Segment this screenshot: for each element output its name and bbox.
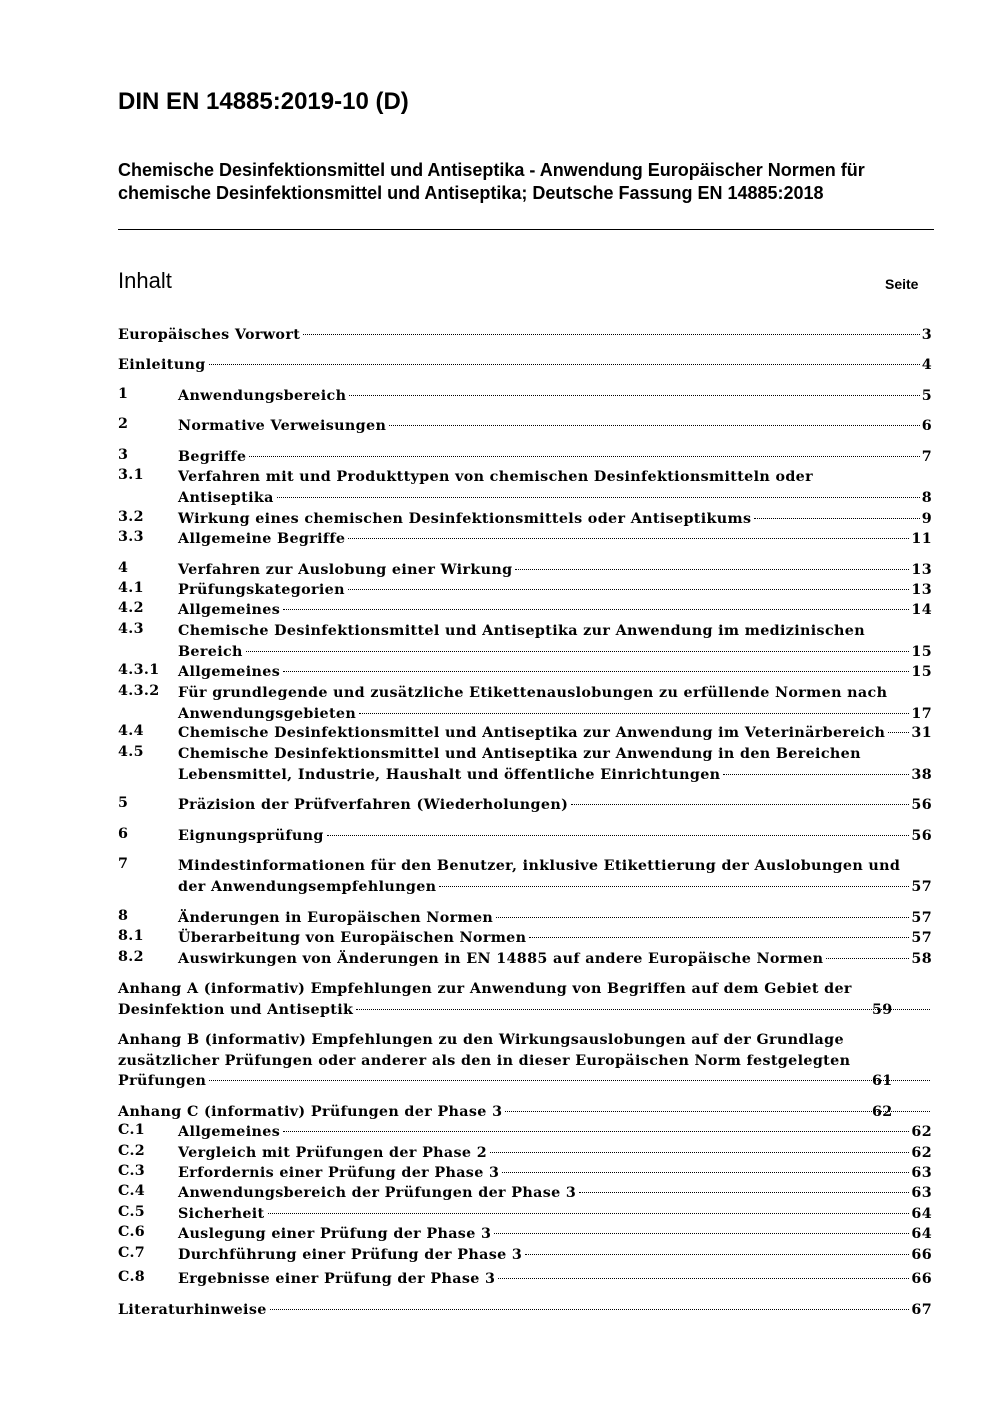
dot-leader: [389, 425, 919, 426]
toc-entry-page: 3: [921, 327, 932, 343]
toc-entry-number: 8.2: [118, 949, 144, 965]
toc-entry[interactable]: [118, 580, 932, 601]
dot-leader: [283, 1131, 909, 1132]
toc-entry-title: Änderungen in Europäischen Normen: [178, 910, 494, 926]
dot-leader: [348, 589, 910, 590]
toc-entry-title: zusätzlicher Prüfungen oder anderer als den in dieser Europäischen Norm festgelegten: [118, 1052, 851, 1069]
toc-entry-page: 5: [921, 388, 932, 404]
toc-entry-number: 7: [118, 856, 129, 872]
dot-leader: [505, 1111, 930, 1112]
toc-entry[interactable]: [118, 600, 932, 621]
toc-entry-number: C.8: [118, 1269, 146, 1285]
toc-entry[interactable]: [118, 949, 932, 970]
dot-leader: [571, 804, 909, 805]
toc-entry[interactable]: [118, 795, 932, 816]
toc-entry[interactable]: [118, 386, 932, 407]
toc-entry-page: 57: [911, 910, 932, 926]
toc-entry[interactable]: [118, 856, 932, 897]
dot-leader: [283, 671, 909, 672]
table-of-contents: [118, 0, 932, 1403]
toc-entry[interactable]: [118, 1122, 932, 1143]
dot-leader: [754, 518, 919, 519]
toc-entry-page: 62: [911, 1145, 932, 1161]
toc-entry-number: 6: [118, 826, 129, 842]
toc-entry[interactable]: [118, 621, 932, 662]
dot-leader: [723, 774, 909, 775]
toc-entry-page: 14: [911, 602, 932, 618]
toc-entry-title: Einleitung: [118, 357, 206, 373]
toc-entry-page: 8: [921, 489, 932, 506]
toc-entry-page: 63: [911, 1185, 932, 1201]
toc-entry-title: Bereich: [178, 643, 243, 660]
toc-entry-title: Präzision der Prüfverfahren (Wiederholungen): [178, 797, 569, 813]
document-subtitle: Chemische Desinfektionsmittel und Antiseptika - Anwendung Europäischer Normen für chemische Desinfektionsmittel und Antiseptika; Deutsche Fassung EN 14885:2018: [118, 160, 865, 203]
toc-entry-title: Lebensmittel, Industrie, Haushalt und öffentliche Einrichtungen: [178, 766, 721, 783]
dot-leader: [826, 958, 909, 959]
dot-leader: [268, 1213, 910, 1214]
dot-leader: [490, 1152, 909, 1153]
toc-entry-page: 31: [911, 725, 932, 741]
toc-entry-title: Auswirkungen von Änderungen in EN 14885 auf andere Europäische Normen: [178, 951, 824, 967]
toc-entry[interactable]: [118, 928, 932, 949]
toc-entry-number: 3.1: [118, 467, 144, 483]
toc-entry-title: Mindestinformationen für den Benutzer, inklusive Etikettierung der Auslobungen und: [178, 858, 901, 874]
toc-entry-title: Anwendungsgebieten: [178, 705, 357, 722]
dot-leader: [888, 732, 909, 733]
toc-entry-page: 66: [911, 1247, 932, 1263]
toc-entry-number: C.3: [118, 1163, 146, 1179]
toc-entry[interactable]: [118, 744, 932, 785]
toc-entry-number: C.7: [118, 1245, 146, 1261]
toc-entry[interactable]: Anhang A (informativ) Empfehlungen zur Anwendung von Begriffen auf dem Gebiet der Desinfektion und Antiseptik 59: [118, 979, 932, 1020]
dot-leader: [277, 497, 920, 498]
toc-entry[interactable]: [118, 723, 932, 744]
toc-entry-number: 1: [118, 386, 129, 402]
toc-entry-title: Prüfungskategorien: [178, 582, 345, 598]
dot-leader: [303, 334, 920, 335]
toc-entry-number: 4: [118, 560, 129, 576]
toc-entry-number: C.6: [118, 1224, 146, 1240]
toc-entry-title: Erfordernis einer Prüfung der Phase 3: [178, 1165, 500, 1181]
toc-heading: Inhalt: [118, 268, 172, 293]
toc-entry-page: 67: [911, 1302, 932, 1318]
toc-entry[interactable]: Anhang B (informativ) Empfehlungen zu den Wirkungsauslobungen auf der Grundlage zusätzlicher Prüfungen oder anderer als den in dieser Europäischen Norm festgelegten Prüfungen 61: [118, 1030, 932, 1092]
toc-entry-page: 11: [911, 531, 932, 547]
toc-entry[interactable]: [118, 467, 932, 508]
toc-entry[interactable]: Anhang C (informativ) Prüfungen der Phase 3 62: [118, 1102, 932, 1123]
toc-entry-title: Durchführung einer Prüfung der Phase 3: [178, 1247, 523, 1263]
toc-entry-page: 7: [921, 449, 932, 465]
toc-entry-title: Eignungsprüfung: [178, 828, 324, 844]
dot-leader: [246, 651, 910, 652]
toc-entry-title: Anwendungsbereich: [178, 388, 347, 404]
toc-entry-page: 4: [921, 357, 932, 373]
toc-entry-title: Prüfungen: [118, 1073, 207, 1089]
toc-entry[interactable]: [118, 1163, 932, 1184]
toc-entry-page: 63: [911, 1165, 932, 1181]
toc-entry-title: Auslegung einer Prüfung der Phase 3: [178, 1226, 492, 1242]
toc-entry-page: 62: [911, 1124, 932, 1140]
toc-entry-number: 3.3: [118, 529, 144, 545]
toc-entry-title: Anhang A (informativ) Empfehlungen zur Anwendung von Begriffen auf dem Gebiet der: [118, 981, 852, 997]
toc-entry-page: 56: [911, 797, 932, 813]
toc-entry-number: 4.5: [118, 744, 144, 760]
toc-entry-title: Chemische Desinfektionsmittel und Antiseptika zur Anwendung im medizinischen: [178, 623, 865, 639]
dot-leader: [348, 538, 909, 539]
toc-entry-page: 13: [911, 582, 932, 598]
toc-entry-title: Allgemeines: [178, 664, 281, 680]
toc-entry[interactable]: [118, 447, 932, 468]
page-column-label: Seite: [885, 276, 919, 292]
toc-entry-number: 2: [118, 416, 129, 432]
toc-entry-title: Chemische Desinfektionsmittel und Antiseptika zur Anwendung im Veterinärbereich: [178, 725, 886, 741]
dot-leader: [209, 1080, 930, 1081]
toc-entry-title: Normative Verweisungen: [178, 418, 387, 434]
toc-entry-page: 38: [911, 766, 932, 783]
toc-entry[interactable]: [118, 1245, 932, 1266]
toc-entry-title: Für grundlegende und zusätzliche Etikettenauslobungen zu erfüllende Normen nach: [178, 685, 888, 701]
toc-entry-title: Anhang C (informativ) Prüfungen der Phase 3: [118, 1104, 503, 1120]
toc-entry-title: Sicherheit: [178, 1206, 265, 1222]
toc-entry-title: Anhang B (informativ) Empfehlungen zu den Wirkungsauslobungen auf der Grundlage: [118, 1032, 844, 1048]
toc-entry[interactable]: [118, 1143, 932, 1164]
toc-entry-number: 4.3.2: [118, 683, 160, 699]
toc-entry[interactable]: [118, 1269, 932, 1290]
dot-leader: [327, 835, 910, 836]
toc-entry-title: Desinfektion und Antiseptik: [118, 1001, 354, 1018]
toc-entry-page: 17: [911, 705, 932, 722]
toc-entry[interactable]: [118, 1183, 932, 1204]
toc-entry-title: Vergleich mit Prüfungen der Phase 2: [178, 1145, 487, 1161]
toc-entry-page: 57: [911, 930, 932, 946]
toc-entry-page: 58: [911, 951, 932, 967]
toc-entry[interactable]: [118, 1300, 932, 1321]
toc-entry-page: 56: [911, 828, 932, 844]
toc-entry-number: C.5: [118, 1204, 146, 1220]
toc-entry-page: 64: [911, 1206, 932, 1222]
toc-entry-page: 13: [911, 562, 932, 578]
toc-entry-title: Antiseptika: [178, 489, 274, 506]
toc-entry-number: 4.1: [118, 580, 144, 596]
toc-entry-title: Anwendungsbereich der Prüfungen der Phase 3: [178, 1185, 577, 1201]
toc-entry-page: 57: [911, 878, 932, 895]
dot-leader: [249, 456, 919, 457]
dot-leader: [270, 1309, 910, 1310]
toc-entry-page: 15: [911, 643, 932, 660]
toc-entry-number: C.4: [118, 1183, 146, 1199]
dot-leader: [494, 1233, 909, 1234]
toc-entry[interactable]: [118, 826, 932, 847]
toc-entry-page: 64: [911, 1226, 932, 1242]
dot-leader: [283, 609, 909, 610]
toc-entry[interactable]: [118, 325, 932, 346]
toc-entry-number: 4.3: [118, 621, 144, 637]
toc-entry-number: 4.4: [118, 723, 144, 739]
toc-entry-page: 15: [911, 664, 932, 680]
dot-leader: [356, 1009, 930, 1010]
toc-entry-number: 8.1: [118, 928, 144, 944]
toc-entry[interactable]: [118, 560, 932, 581]
toc-entry[interactable]: [118, 529, 932, 550]
toc-entry[interactable]: [118, 908, 932, 929]
toc-entry[interactable]: [118, 355, 932, 376]
toc-entry-number: C.2: [118, 1143, 146, 1159]
toc-entry-number: 3.2: [118, 509, 144, 525]
toc-entry-page: 6: [921, 418, 932, 434]
dot-leader: [439, 886, 909, 887]
toc-entry-title: Begriffe: [178, 449, 247, 465]
toc-entry[interactable]: [118, 509, 932, 530]
toc-entry-title: Verfahren zur Auslobung einer Wirkung: [178, 562, 513, 578]
document-title: DIN EN 14885:2019-10 (D): [118, 88, 409, 115]
dot-leader: [525, 1254, 909, 1255]
toc-entry[interactable]: [118, 683, 932, 724]
toc-entry[interactable]: [118, 416, 932, 437]
toc-entry-title: Wirkung eines chemischen Desinfektionsmittels oder Antiseptikums: [178, 511, 752, 527]
toc-entry[interactable]: [118, 1224, 932, 1245]
toc-entry-title: Überarbeitung von Europäischen Normen: [178, 930, 527, 946]
toc-entry-title: Ergebnisse einer Prüfung der Phase 3: [178, 1271, 496, 1287]
dot-leader: [515, 569, 909, 570]
toc-entry-number: 4.2: [118, 600, 144, 616]
dot-leader: [529, 937, 909, 938]
dot-leader: [349, 395, 919, 396]
dot-leader: [496, 917, 909, 918]
toc-entry-title: Literaturhinweise: [118, 1302, 267, 1318]
toc-entry-number: 8: [118, 908, 129, 924]
toc-entry-number: C.1: [118, 1122, 146, 1138]
toc-entry-page: 66: [911, 1271, 932, 1287]
toc-entry-title: Chemische Desinfektionsmittel und Antiseptika zur Anwendung in den Bereichen: [178, 746, 861, 762]
toc-entry-title: Allgemeines: [178, 1124, 281, 1140]
toc-entry-title: Allgemeine Begriffe: [178, 531, 346, 547]
toc-entry-number: 3: [118, 447, 129, 463]
dot-leader: [502, 1172, 909, 1173]
toc-entry-number: 5: [118, 795, 129, 811]
dot-leader: [498, 1278, 909, 1279]
toc-entry-title: Europäisches Vorwort: [118, 327, 301, 343]
dot-leader: [209, 364, 920, 365]
toc-entry-page: 9: [921, 511, 932, 527]
toc-entry-title: Allgemeines: [178, 602, 281, 618]
dot-leader: [579, 1192, 909, 1193]
dot-leader: [359, 713, 909, 714]
toc-entry[interactable]: [118, 662, 932, 683]
toc-entry-title: Verfahren mit und Produkttypen von chemischen Desinfektionsmitteln oder: [178, 469, 814, 485]
toc-entry-title: der Anwendungsempfehlungen: [178, 878, 437, 895]
toc-entry-number: 4.3.1: [118, 662, 160, 678]
toc-entry[interactable]: [118, 1204, 932, 1225]
